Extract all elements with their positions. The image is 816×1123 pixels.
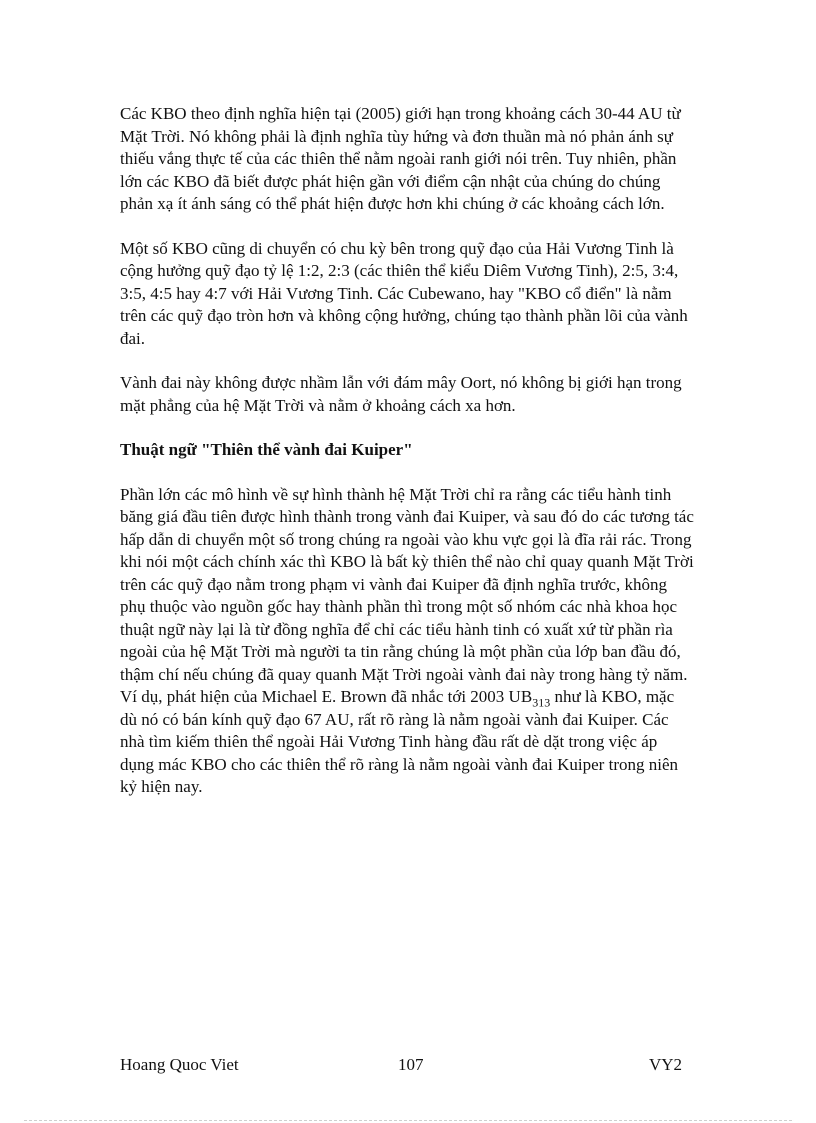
document-body	[120, 103, 695, 821]
footer-page-number: 107	[398, 1055, 424, 1074]
paragraph-text-before: Phần lớn các mô hình về sự hình thành hệ Mặt Trời chỉ ra rằng các tiểu hành tinh băng giá đầu tiên được hình thành trong vành đai Kuiper, và sau đó do các tương tác hấp dẫn di chuyển một số trong chúng ra ngoài vào khu vực gọi là đĩa rải rác. Trong khi nói một cách chính xác thì KBO là bất kỳ thiên thể nào chỉ quay quanh Mặt Trời trên các quỹ đạo nằm trong phạm vi vành đai Kuiper đã định nghĩa trước, không phụ thuộc vào nguồn gốc hay thành phần thì trong một số nhóm các nhà khoa học thuật ngữ này lại là từ đồng nghĩa để chỉ các tiểu hành tinh có xuất xứ từ phần rìa ngoài của hệ Mặt Trời mà người ta tin rằng chúng là một phần của lớp ban đầu đó, thậm chí nếu chúng đã quay quanh Mặt Trời ngoài vành đai này trong hàng tỷ năm. Ví dụ, phát hiện của Michael E. Brown đã nhắc tới 2003 UB	[120, 484, 694, 706]
paragraph-kbo-definition: Các KBO theo định nghĩa hiện tại (2005) giới hạn trong khoảng cách 30-44 AU từ Mặt Trời. Nó không phải là định nghĩa tùy hứng và đơn thuần mà nó phản ánh sự thiếu vắng thực tế của các thiên thể nằm ngoài ranh giới nói trên. Tuy nhiên, phần lớn các KBO đã biết được phát hiện gần với điểm cận nhật của chúng do chúng phản xạ ít ánh sáng có thể phát hiện được hơn khi chúng ở các khoảng cách lớn.	[120, 104, 681, 213]
footer-author: Hoang Quoc Viet	[120, 1055, 239, 1074]
page-footer	[120, 1055, 682, 1079]
paragraph-oort-cloud: Vành đai này không được nhầm lẫn với đám mây Oort, nó không bị giới hạn trong mặt phẳng của hệ Mặt Trời và nằm ở khoảng cách xa hơn.	[120, 373, 682, 415]
paragraph-orbital-resonance: Một số KBO cũng di chuyển có chu kỳ bên trong quỹ đạo của Hải Vương Tinh là cộng hưởng quỹ đạo tỷ lệ 1:2, 2:3 (các thiên thể kiểu Diêm Vương Tinh), 2:5, 3:4, 3:5, 4:5 hay 4:7 với Hải Vương Tinh. Các Cubewano, hay "KBO cổ điển" là nằm trên các quỹ đạo tròn hơn và không cộng hưởng, chúng tạo thành phần lõi của vành đai.	[120, 238, 688, 348]
footer-class: VY2	[648, 1055, 682, 1074]
section-heading: Thuật ngữ "Thiên thể vành đai Kuiper"	[120, 440, 413, 459]
paragraph-terminology	[120, 484, 695, 799]
paragraph-text-after: như là KBO, mặc dù nó có bán kính quỹ đạo 67 AU, rất rõ ràng là nằm ngoài vành đai Kuiper. Các nhà tìm kiếm thiên thể ngoài Hải Vương Tinh hàng đầu rất dè dặt trong việc áp dụng mác KBO cho các thiên thể rõ ràng là nằm ngoài vành đai Kuiper trong niên kỷ hiện nay.	[120, 687, 678, 796]
page-bottom-divider	[24, 1120, 792, 1121]
subscript-313: 313	[532, 695, 551, 710]
